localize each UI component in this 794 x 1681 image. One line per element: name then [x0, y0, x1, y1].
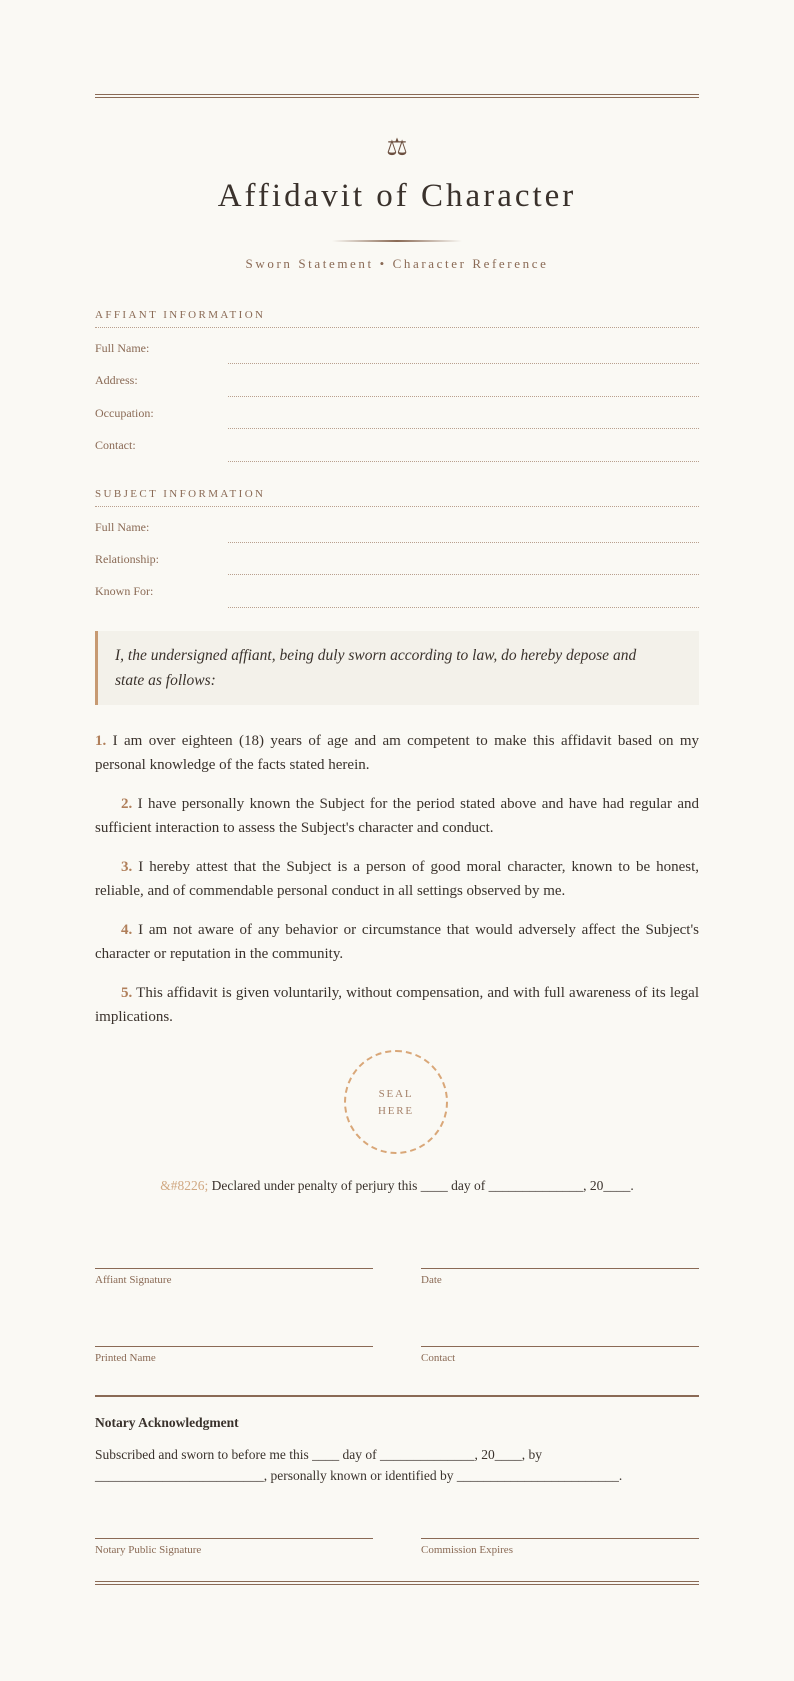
contact-label: Contact — [421, 1352, 456, 1364]
document-title: Affidavit of Character — [217, 178, 577, 214]
statement-text: I am over eighteen (18) years of age and am competent to make this affidavit based on my personal knowledge of the facts stated herein. — [95, 733, 700, 773]
perjury-declaration — [0, 1178, 794, 1194]
affiant-contact-label: Contact: — [95, 438, 136, 452]
statement-4 — [95, 918, 699, 966]
printed-name-label: Printed Name — [95, 1352, 156, 1364]
affiant-contact-field[interactable] — [228, 460, 699, 462]
top-double-rule — [95, 94, 699, 98]
bottom-double-rule — [95, 1581, 699, 1585]
subject-known-for-label: Known For: — [95, 584, 154, 598]
date-line[interactable] — [421, 1268, 699, 1269]
statement-text: I hereby attest that the Subject is a person of good moral character, known to be honest, reliable, and of commendable personal conduct in all settings observed by me. — [95, 859, 699, 899]
declaration-bullet: &#8226; — [160, 1178, 209, 1193]
scales-icon: ⚖ — [386, 133, 408, 161]
subject-known-for-field[interactable] — [228, 606, 699, 608]
affiant-full-name-field[interactable] — [228, 362, 699, 364]
contact-line[interactable] — [421, 1346, 699, 1347]
subject-relationship-label: Relationship: — [95, 552, 159, 566]
affiant-occupation-field[interactable] — [228, 427, 699, 429]
document-subtitle: Sworn Statement • Character Reference — [245, 256, 549, 271]
subject-section-title: SUBJECT INFORMATION — [95, 488, 699, 507]
printed-name-line[interactable] — [95, 1346, 373, 1347]
notary-line-1: Subscribed and sworn to before me this ____ day of ______________, 20____, by — [95, 1447, 542, 1462]
seal-label-line1: SEAL — [378, 1088, 414, 1100]
notary-line-2: _________________________, personally known or identified by ________________________. — [95, 1468, 623, 1483]
notary-statement — [95, 1444, 699, 1486]
notary-divider — [95, 1395, 699, 1397]
notary-signature-label: Notary Public Signature — [95, 1544, 202, 1556]
statement-text: I have personally known the Subject for the period stated above and have had regular and sufficient interaction to assess the Subject's character and conduct. — [95, 796, 699, 836]
seal-label-line2: HERE — [378, 1105, 414, 1117]
statement-number: 4. — [121, 922, 133, 938]
statement-text: This affidavit is given voluntarily, without compensation, and with full awareness of its legal implications. — [95, 985, 699, 1025]
statement-number: 1. — [95, 733, 107, 749]
affiant-address-field[interactable] — [228, 395, 699, 397]
commission-expires-line[interactable] — [421, 1538, 699, 1539]
notary-title: Notary Acknowledgment — [95, 1415, 239, 1430]
oath-statement: I, the undersigned affiant, being duly sworn according to law, do hereby depose and state as follows: — [95, 631, 699, 705]
date-label: Date — [421, 1274, 442, 1286]
affiant-section-title: AFFIANT INFORMATION — [95, 309, 699, 328]
statement-1 — [95, 729, 699, 777]
statement-number: 5. — [121, 985, 133, 1001]
affiant-signature-line[interactable] — [95, 1268, 373, 1269]
statement-number: 2. — [121, 796, 133, 812]
declaration-text: Declared under penalty of perjury this ____ day of ______________, 20____. — [208, 1178, 634, 1193]
notary-signature-line[interactable] — [95, 1538, 373, 1539]
statement-2 — [95, 792, 699, 840]
affiant-address-label: Address: — [95, 373, 138, 387]
statement-3 — [95, 855, 699, 903]
subject-full-name-label: Full Name: — [95, 520, 150, 534]
subject-full-name-field[interactable] — [228, 541, 699, 543]
statement-5 — [95, 981, 699, 1029]
affiant-occupation-label: Occupation: — [95, 406, 154, 420]
affiant-full-name-label: Full Name: — [95, 341, 150, 355]
subject-relationship-field[interactable] — [228, 573, 699, 575]
commission-expires-label: Commission Expires — [421, 1544, 513, 1556]
seal-placeholder — [344, 1050, 448, 1154]
statement-text: I am not aware of any behavior or circumstance that would adversely affect the Subject's character or reputation in the community. — [95, 922, 699, 962]
affiant-signature-label: Affiant Signature — [95, 1274, 172, 1286]
title-ornament — [332, 240, 462, 242]
statement-number: 3. — [121, 859, 133, 875]
